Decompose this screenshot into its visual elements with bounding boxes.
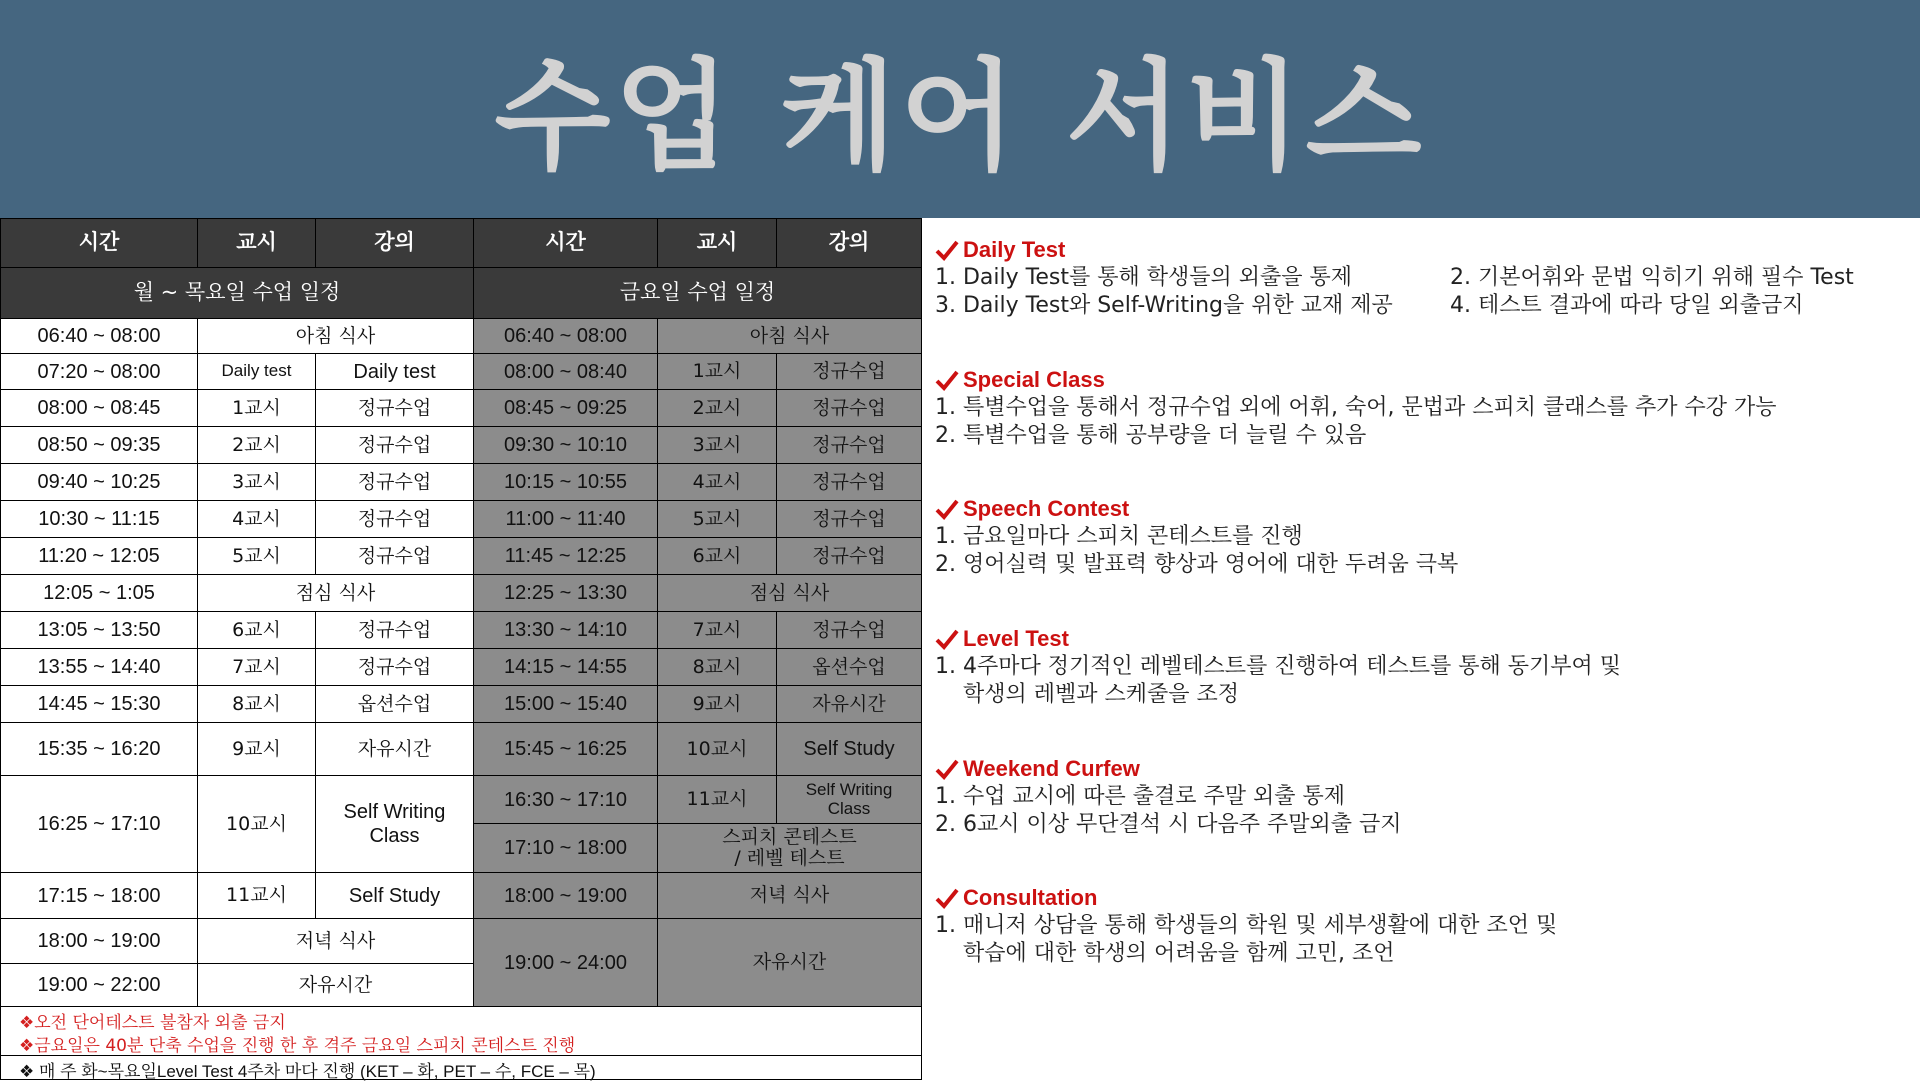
note-line: ❖오전 단어테스트 불참자 외출 금지	[19, 1013, 286, 1033]
section-line: 2. 6교시 이상 무단결석 시 다음주 주말외출 금지	[935, 812, 1402, 837]
friday-class: 정규수업	[776, 426, 922, 464]
weekday-time: 19:00 ~ 22:00	[0, 963, 198, 1007]
friday-class: 정규수업	[776, 500, 922, 538]
friday-period: 8교시	[657, 648, 777, 686]
friday-period: 3교시	[657, 426, 777, 464]
friday-merged: 자유시간	[657, 918, 922, 1007]
section-title: Consultation	[963, 885, 1098, 910]
weekday-class: Self Study	[315, 872, 474, 919]
friday-merged: 저녁 식사	[657, 872, 922, 919]
friday-time: 11:45 ~ 12:25	[473, 537, 658, 575]
weekday-class: 정규수업	[315, 500, 474, 538]
friday-class: 정규수업	[776, 389, 922, 427]
weekday-class: 정규수업	[315, 537, 474, 575]
section-line-row	[935, 264, 1915, 292]
weekday-merged: 자유시간	[197, 963, 474, 1007]
checkmark-icon	[935, 628, 959, 650]
section-level-test	[935, 625, 1915, 709]
friday-time: 10:15 ~ 10:55	[473, 463, 658, 501]
section-speech-contest	[935, 495, 1915, 579]
weekday-class: 정규수업	[315, 426, 474, 464]
section-title: Speech Contest	[963, 496, 1130, 521]
weekday-class: 정규수업	[315, 463, 474, 501]
note-line: ❖금요일은 40분 단축 수업을 진행 한 후 격주 금요일 스피치 콘테스트 진행	[19, 1036, 576, 1056]
section-title: Special Class	[963, 367, 1105, 392]
weekday-class: 정규수업	[315, 389, 474, 427]
friday-period: 9교시	[657, 685, 777, 723]
weekday-period: 11교시	[197, 872, 316, 919]
friday-time: 14:15 ~ 14:55	[473, 648, 658, 686]
weekday-time: 11:20 ~ 12:05	[0, 537, 198, 575]
section-title: Daily Test	[963, 237, 1066, 262]
page-title: 수업 케어 서비스	[494, 48, 1426, 187]
friday-time: 08:45 ~ 09:25	[473, 389, 658, 427]
section-heading	[935, 755, 1915, 783]
friday-col-time: 시간	[473, 218, 658, 268]
weekday-time: 13:55 ~ 14:40	[0, 648, 198, 686]
friday-time: 13:30 ~ 14:10	[473, 611, 658, 649]
friday-time: 06:40 ~ 08:00	[473, 318, 658, 354]
notes-divider	[1, 1055, 921, 1056]
friday-time: 18:00 ~ 19:00	[473, 872, 658, 919]
section-line: 학습에 대한 학생의 어려움을 함께 고민, 조언	[935, 941, 1395, 966]
weekday-class: 정규수업	[315, 648, 474, 686]
friday-period: 2교시	[657, 389, 777, 427]
weekday-class: Daily test	[315, 353, 474, 390]
weekday-time: 06:40 ~ 08:00	[0, 318, 198, 354]
friday-period: 7교시	[657, 611, 777, 649]
section-line: 1. 4주마다 정기적인 레벨테스트를 진행하여 테스트를 통해 동기부여 및	[935, 654, 1621, 679]
note-line: ❖ 매 주 화~목요일Level Test 4주차 마다 진행 (KET – 화, PET – 수, FCE – 목)	[19, 1062, 596, 1081]
weekday-time: 18:00 ~ 19:00	[0, 918, 198, 964]
weekday-time: 17:15 ~ 18:00	[0, 872, 198, 919]
weekday-merged: 저녁 식사	[197, 918, 474, 964]
section-line: 2. 특별수업을 통해 공부량을 더 늘릴 수 있음	[935, 423, 1367, 448]
weekday-time: 14:45 ~ 15:30	[0, 685, 198, 723]
weekday-col-class: 강의	[315, 218, 474, 268]
section-title: Level Test	[963, 626, 1069, 651]
section-line: 학생의 레벨과 스케줄을 조정	[935, 682, 1239, 707]
friday-time: 08:00 ~ 08:40	[473, 353, 658, 390]
weekday-period: 5교시	[197, 537, 316, 575]
section-heading	[935, 884, 1915, 912]
section-line: 2. 영어실력 및 발표력 향상과 영어에 대한 두려움 극복	[935, 552, 1459, 577]
weekday-period: 1교시	[197, 389, 316, 427]
schedule-notes	[0, 1006, 922, 1080]
friday-time: 19:00 ~ 24:00	[473, 918, 658, 1007]
section-line-row	[935, 292, 1915, 320]
section-consultation	[935, 884, 1915, 968]
weekday-period: 8교시	[197, 685, 316, 723]
friday-period: 6교시	[657, 537, 777, 575]
weekday-schedule-title: 월 ~ 목요일 수업 일정	[0, 267, 474, 319]
weekday-time: 15:35 ~ 16:20	[0, 722, 198, 776]
checkmark-icon	[935, 758, 959, 780]
section-special-class	[935, 366, 1915, 450]
friday-time: 09:30 ~ 10:10	[473, 426, 658, 464]
section-heading	[935, 495, 1915, 523]
weekday-period: 6교시	[197, 611, 316, 649]
friday-merged: 점심 식사	[657, 574, 922, 612]
section-weekend-curfew	[935, 755, 1915, 839]
friday-period: 5교시	[657, 500, 777, 538]
weekday-time: 09:40 ~ 10:25	[0, 463, 198, 501]
weekday-time: 16:25 ~ 17:10	[0, 775, 198, 873]
friday-class: 옵션수업	[776, 648, 922, 686]
friday-period: 4교시	[657, 463, 777, 501]
friday-class: 정규수업	[776, 611, 922, 649]
weekday-class: 정규수업	[315, 611, 474, 649]
friday-class: Self Study	[776, 722, 922, 776]
friday-schedule-title: 금요일 수업 일정	[473, 267, 922, 319]
section-line: 3. Daily Test와 Self-Writing을 위한 교재 제공	[935, 293, 1393, 318]
weekday-col-time: 시간	[0, 218, 198, 268]
weekday-class: Self Writing Class	[315, 775, 474, 873]
friday-time: 11:00 ~ 11:40	[473, 500, 658, 538]
weekday-period: 2교시	[197, 426, 316, 464]
weekday-time: 10:30 ~ 11:15	[0, 500, 198, 538]
section-line: 1. 매니저 상담을 통해 학생들의 학원 및 세부생활에 대한 조언 및	[935, 913, 1558, 938]
weekday-period: 7교시	[197, 648, 316, 686]
friday-period: 1교시	[657, 353, 777, 390]
section-line: 1. 특별수업을 통해서 정규수업 외에 어휘, 숙어, 문법과 스피치 클래스를 추가 수강 가능	[935, 395, 1777, 420]
section-heading	[935, 236, 1915, 264]
weekday-time: 08:50 ~ 09:35	[0, 426, 198, 464]
friday-time: 15:00 ~ 15:40	[473, 685, 658, 723]
section-line: 4. 테스트 결과에 따라 당일 외출금지	[1450, 293, 1804, 318]
friday-class: 자유시간	[776, 685, 922, 723]
weekday-time: 08:00 ~ 08:45	[0, 389, 198, 427]
friday-col-class: 강의	[776, 218, 922, 268]
weekday-period: 4교시	[197, 500, 316, 538]
friday-col-period: 교시	[657, 218, 777, 268]
weekday-period: 9교시	[197, 722, 316, 776]
friday-class: 정규수업	[776, 353, 922, 390]
friday-time: 17:10 ~ 18:00	[473, 823, 658, 873]
checkmark-icon	[935, 887, 959, 909]
friday-merged: 아침 식사	[657, 318, 922, 354]
section-line: 2. 기본어휘와 문법 익히기 위해 필수 Test	[1450, 265, 1854, 290]
weekday-col-period: 교시	[197, 218, 316, 268]
weekday-merged: 점심 식사	[197, 574, 474, 612]
weekday-class: 옵션수업	[315, 685, 474, 723]
weekday-time: 12:05 ~ 1:05	[0, 574, 198, 612]
weekday-period: 10교시	[197, 775, 316, 873]
friday-class: 정규수업	[776, 463, 922, 501]
section-heading	[935, 625, 1915, 653]
weekday-time: 13:05 ~ 13:50	[0, 611, 198, 649]
section-line: 1. 금요일마다 스피치 콘테스트를 진행	[935, 524, 1303, 549]
friday-class: Self Writing Class	[776, 775, 922, 824]
friday-time: 12:25 ~ 13:30	[473, 574, 658, 612]
section-title: Weekend Curfew	[963, 756, 1140, 781]
weekday-time: 07:20 ~ 08:00	[0, 353, 198, 390]
section-heading	[935, 366, 1915, 394]
weekday-class: 자유시간	[315, 722, 474, 776]
weekday-period: 3교시	[197, 463, 316, 501]
weekday-period: Daily test	[197, 353, 316, 390]
checkmark-icon	[935, 498, 959, 520]
section-line: 1. 수업 교시에 따른 출결로 주말 외출 통제	[935, 784, 1345, 809]
friday-time: 16:30 ~ 17:10	[473, 775, 658, 824]
weekday-merged: 아침 식사	[197, 318, 474, 354]
friday-merged: 스피치 콘테스트 / 레벨 테스트	[657, 823, 922, 873]
friday-period: 10교시	[657, 722, 777, 776]
section-daily-test	[935, 236, 1915, 320]
friday-time: 15:45 ~ 16:25	[473, 722, 658, 776]
friday-class: 정규수업	[776, 537, 922, 575]
section-line: 1. Daily Test를 통해 학생들의 외출을 통제	[935, 265, 1352, 290]
checkmark-icon	[935, 369, 959, 391]
checkmark-icon	[935, 239, 959, 261]
friday-period: 11교시	[657, 775, 777, 824]
